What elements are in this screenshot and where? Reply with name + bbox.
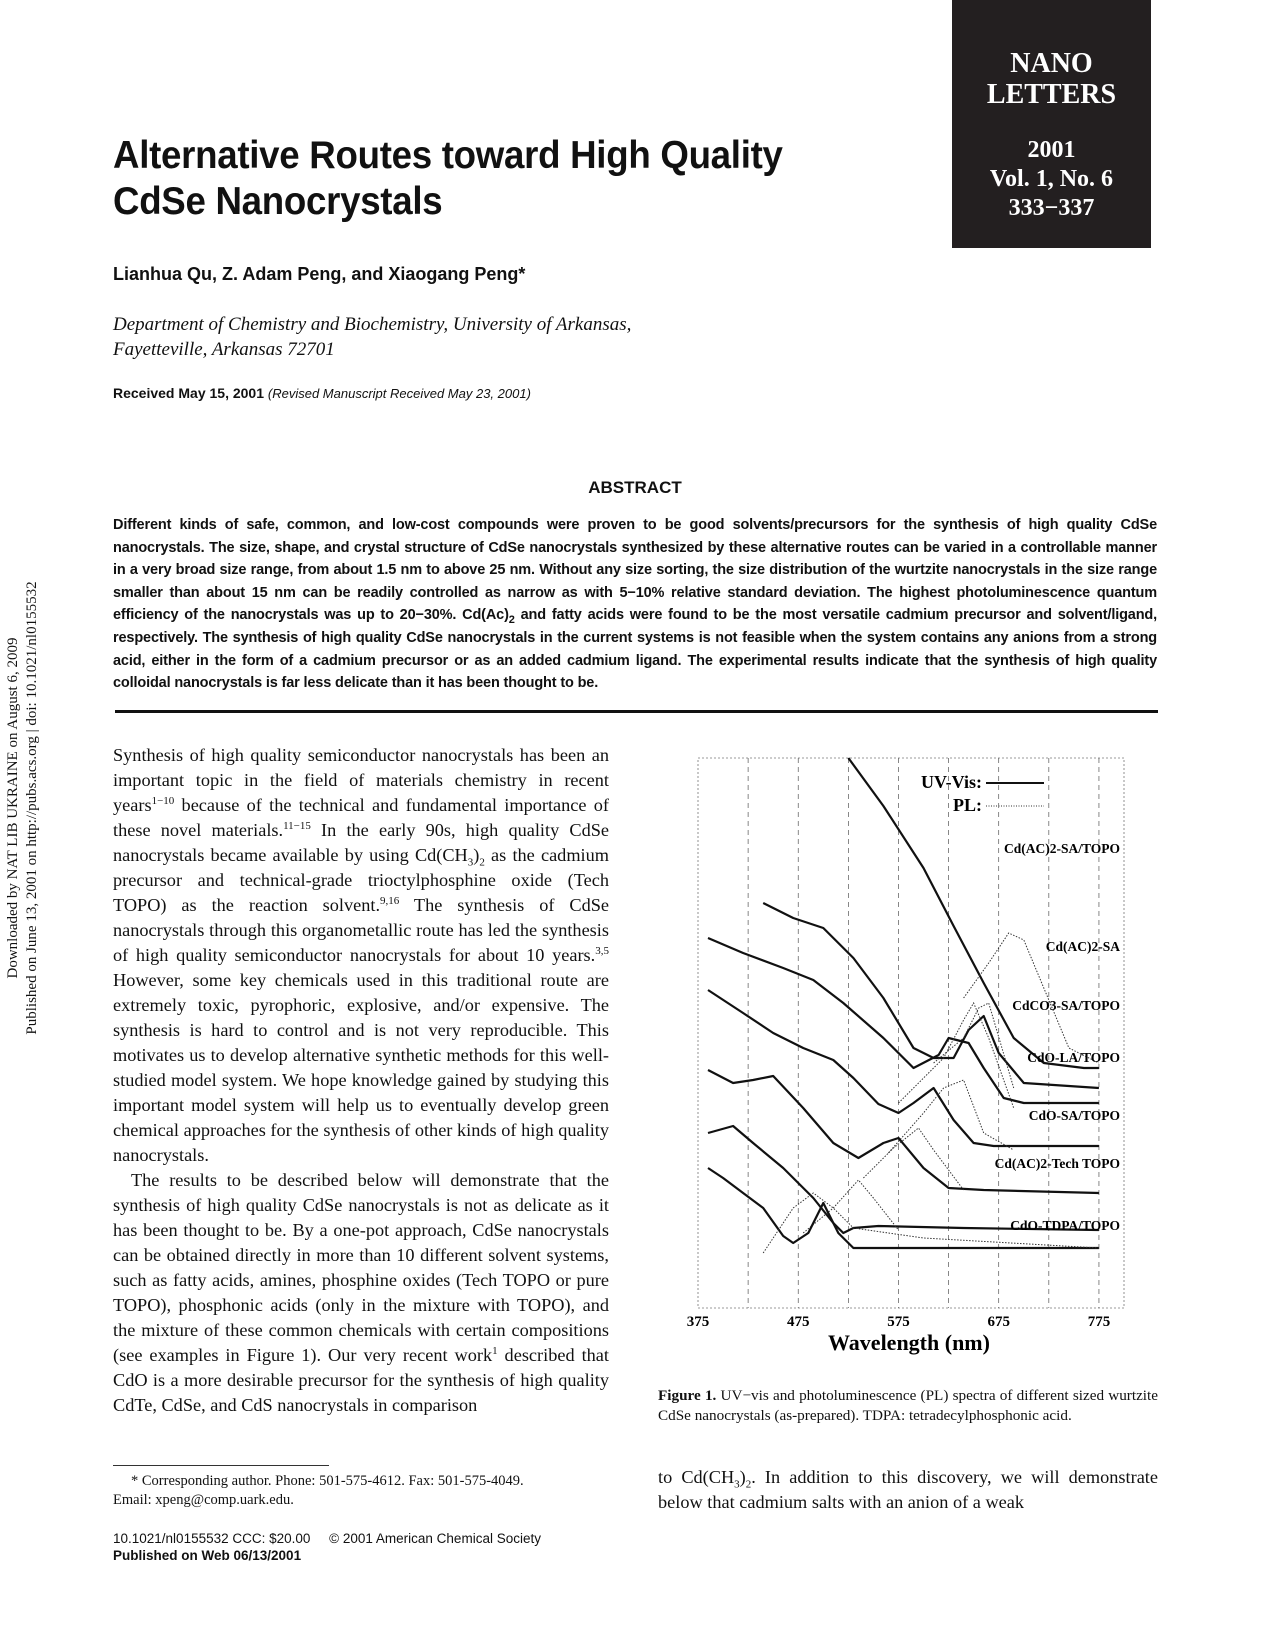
cont-text-3: . In addition to this discovery, we will demonstrate below that cadmium salts with an anion of a weak	[658, 1467, 1159, 1512]
p1-cite-3: 9,16	[380, 894, 400, 907]
affiliation-line1: Department of Chemistry and Biochemistry, University of Arkansas,	[113, 314, 632, 335]
cont-text-2: )	[739, 1467, 746, 1487]
p2-text-2: described that CdO is a more desirable precursor for the synthesis of high quality CdTe, CdSe, and CdS nanocrystals in comparison	[113, 1345, 609, 1415]
caption-label: Figure 1.	[658, 1387, 717, 1404]
p2-cite-1: 1	[492, 1344, 498, 1357]
figure-caption	[658, 1386, 1158, 1426]
paragraph-1	[113, 743, 609, 1168]
legend	[921, 772, 1044, 815]
uv-curve-5	[708, 1126, 1099, 1233]
download-note	[4, 548, 42, 1068]
p1-text-4: )	[473, 845, 480, 865]
journal-info-box	[952, 0, 1151, 248]
journal-name-line1: NANO	[1010, 48, 1093, 79]
published-date: Published on Web 06/13/2001	[113, 1548, 302, 1563]
x-axis-label: Wavelength (nm)	[828, 1330, 990, 1355]
affiliation	[113, 312, 631, 362]
series-label-3: CdO-LA/TOPO	[1027, 1050, 1120, 1065]
footnote-line2: Email: xpeng@comp.uark.edu.	[113, 1492, 294, 1508]
p1-sub-2: 2	[479, 856, 485, 869]
caption-text: UV−vis and photoluminescence (PL) spectra of different sized wurtzite CdSe nanocrystals (as-prepared). TDPA: tetradecylphosphonic acid.	[658, 1387, 1158, 1424]
x-tick-575: 575	[887, 1314, 910, 1330]
title-line2: CdSe Nanocrystals	[113, 180, 443, 223]
series-label-0: Cd(AC)2-SA/TOPO	[1003, 841, 1120, 856]
p1-cite-4: 3,5	[595, 944, 609, 957]
footnote	[113, 1472, 609, 1510]
x-tick-475: 475	[786, 1314, 810, 1330]
journal-pages: 333−337	[1008, 195, 1095, 221]
download-note-line1: Downloaded by NAT LIB UKRAINE on August 6, 2009	[5, 637, 21, 979]
received-dates	[113, 385, 531, 401]
p1-text-2: because of the technical and fundamental importance of these novel materials.	[113, 795, 609, 840]
x-tick-675: 675	[987, 1314, 1010, 1330]
revised-date: (Revised Manuscript Received May 23, 2001)	[267, 386, 531, 401]
series-label-4: CdO-SA/TOPO	[1028, 1108, 1120, 1123]
abstract-body	[113, 514, 1157, 695]
p1-text-5: as the cadmium precursor and technical-grade trioctylphosphine oxide (Tech TOPO) as the reaction solvent.	[113, 845, 609, 915]
doi-line: 10.1021/nl0155532 CCC: $20.00	[113, 1531, 311, 1546]
copyright: © 2001 American Chemical Society	[329, 1531, 541, 1546]
footnote-line1: * Corresponding author. Phone: 501-575-4612. Fax: 501-575-4049.	[131, 1473, 524, 1489]
p1-text-1: Synthesis of high quality semiconductor nanocrystals has been an important topic in the field of materials chemistry in recent years	[113, 745, 609, 815]
uv-curve-6	[708, 1168, 1099, 1248]
figure-1-chart	[652, 748, 1162, 1358]
body-left-column	[113, 743, 609, 1418]
p1-cite-2: 11−15	[283, 819, 311, 832]
title-line1: Alternative Routes toward High Quality	[113, 134, 783, 177]
abstract-text-part1: Different kinds of safe, common, and low-cost compounds were proven to be good solvents/precursors for the synthesis of high quality CdSe nanocrystals. The size, shape, and crystal structure of CdSe nanocrystals synthesized by these alternative routes can be varied in a controllable manner in a very broad size range, from about 1.5 nm to above 25 nm. Without any size sorting, the size distribution of the wurtzite nanocrystals in the size range smaller than about 15 nm can be readily controlled as narrow as with 5−10% relative standard deviation. The highest photoluminescence quantum efficiency of the nanocrystals was up to 20−30%. Cd(Ac)	[113, 517, 1157, 624]
series-label-6: CdO-TDPA/TOPO	[1010, 1218, 1120, 1233]
uv-curve-4	[708, 1070, 1099, 1193]
x-tick-775: 775	[1087, 1314, 1111, 1330]
p1-sub-1: 3	[467, 856, 474, 869]
cont-sub-1: 3	[734, 1478, 740, 1491]
paragraph-2	[113, 1168, 609, 1418]
authors: Lianhua Qu, Z. Adam Peng, and Xiaogang Peng*	[113, 264, 526, 284]
body-right-continuation	[658, 1465, 1158, 1515]
series-label-2: CdCO3-SA/TOPO	[1012, 998, 1120, 1013]
abstract-heading: ABSTRACT	[588, 478, 682, 497]
p1-text-6: The synthesis of CdSe nanocrystals through this organometallic route has led the synthesis of high quality semiconductor nanocrystals for about 10 years.	[113, 895, 609, 965]
footnote-rule	[113, 1465, 329, 1466]
download-note-line2: Published on June 13, 2001 on http://pubs.acs.org | doi: 10.1021/nl0155532	[24, 581, 40, 1035]
series-label-5: Cd(AC)2-Tech TOPO	[994, 1156, 1120, 1171]
affiliation-line2: Fayetteville, Arkansas 72701	[113, 339, 335, 360]
p1-text-7: However, some key chemicals used in this traditional route are extremely toxic, pyrophoric, explosive, and/or expensive. The synthesis is hard to control and is not very reproducible. This motivates us to develop alternative synthetic methods for this well-studied model system. We hope knowledge gained by studying this important model system will help us to eventually develop green chemical approaches for the synthesis of other kinds of high quality nanocrystals.	[113, 970, 609, 1165]
cont-text-1: to Cd(CH	[658, 1467, 735, 1487]
abstract-text-part2: and fatty acids were found to be the most versatile cadmium precursor and solvent/ligand, respectively. The synthesis of high quality CdSe nanocrystals in the current systems is not feasible when the system contains any anions from a strong acid, either in the form of a cadmium precursor or as an added cadmium ligand. The experimental results indicate that the synthesis of high quality colloidal nanocrystals is far less delicate than it has been thought to be.	[113, 607, 1157, 692]
journal-volume: Vol. 1, No. 6	[989, 166, 1114, 192]
legend-pl: PL:	[953, 795, 982, 815]
p1-cite-1: 1−10	[151, 794, 175, 807]
abstract-subscript: 2	[508, 614, 515, 627]
journal-year: 2001	[1027, 137, 1076, 163]
legend-uv: UV-Vis:	[921, 772, 982, 792]
p2-text-1: The results to be described below will demonstrate that the synthesis of high quality CdSe nanocrystals is not as delicate as it has been thought to be. By a one-pot approach, CdSe nanocrystals can be obtained directly in more than 10 different solvent systems, such as fatty acids, amines, phosphine oxides (Tech TOPO or pure TOPO), phosphonic acids (only in the mixture with TOPO), and the mixture of these common chemicals with certain compositions (see examples in Figure 1). Our very recent work	[113, 1170, 609, 1365]
x-tick-375: 375	[686, 1314, 710, 1330]
p1-text-3: In the early 90s, high quality CdSe nanocrystals became available by using Cd(CH	[113, 820, 610, 865]
journal-name-line2: LETTERS	[986, 79, 1117, 110]
x-tick-labels	[687, 1314, 1110, 1330]
series-label-1: Cd(AC)2-SA	[1045, 939, 1120, 954]
received-date: Received May 15, 2001	[113, 385, 264, 401]
cont-sub-2: 2	[745, 1478, 752, 1491]
page-footer	[113, 1530, 541, 1564]
section-rule	[115, 710, 1158, 713]
paper-title	[113, 133, 827, 225]
